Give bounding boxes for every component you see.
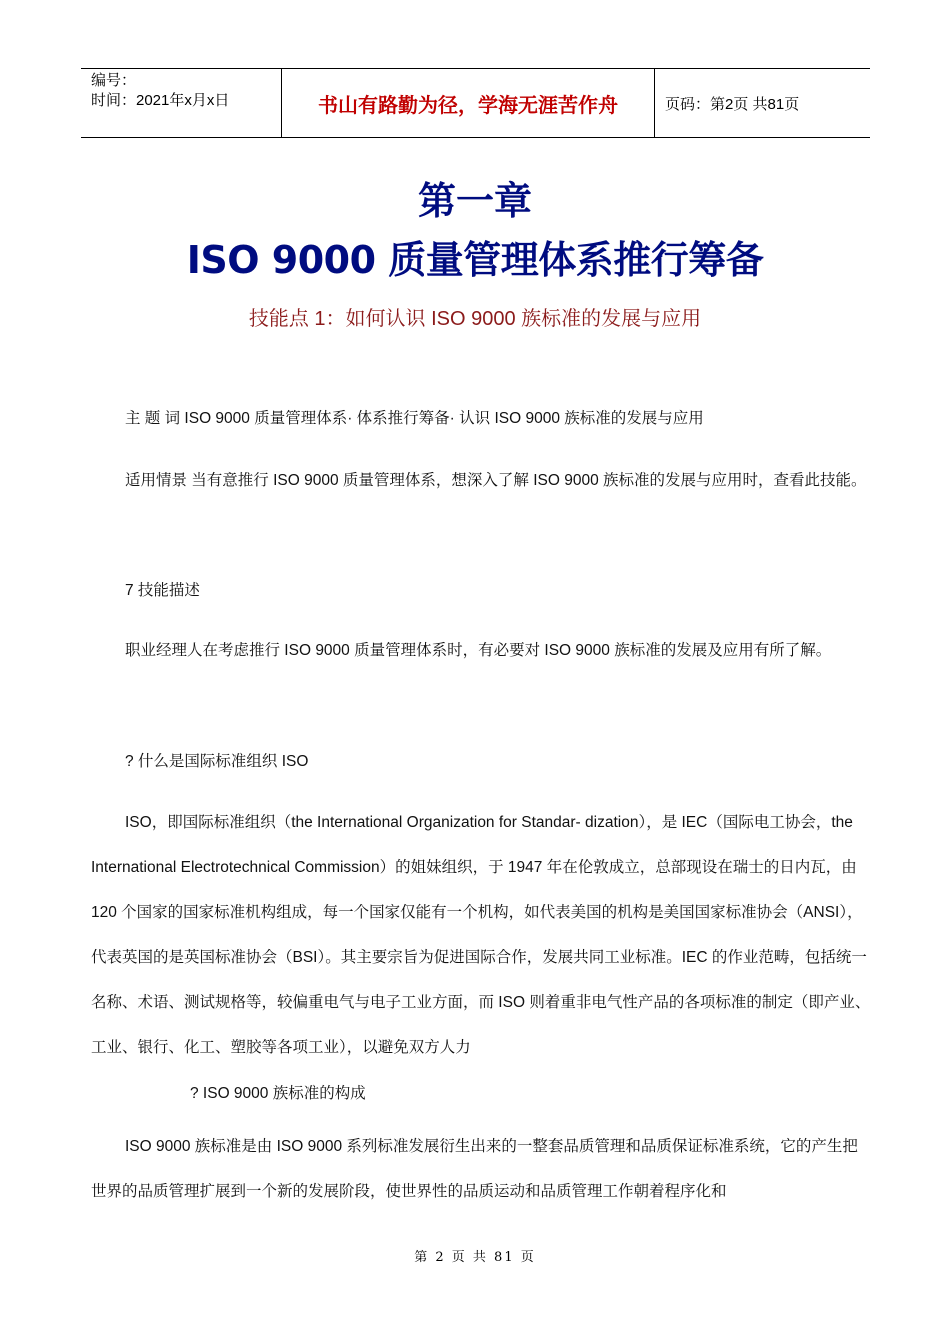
header-motto: 书山有路勤为径，学海无涯苦作舟 — [318, 92, 618, 117]
document-header — [81, 68, 870, 138]
time-label: 时间：2021年x月x日 — [91, 92, 230, 109]
number-label: 编号： — [91, 72, 137, 89]
question-composition-heading: ? ISO 9000 族标准的构成 — [190, 1085, 366, 1102]
header-meta — [81, 69, 281, 137]
main-title: ISO 9000 质量管理体系推行筹备 — [186, 238, 764, 282]
chapter-title: 第一章 — [417, 178, 532, 223]
keywords-line: 主 题 词 ISO 9000 质量管理体系· 体系推行筹备· 认识 ISO 9000 族标准的发展与应用 — [125, 410, 704, 427]
iso-paragraph: ISO，即国际标准组织（the International Organization for Standar- dization），是 IEC（国际电工协会，the International Electrotechnical Commission）的姐妹组织，于 1947 年在伦敦成立，总部现设在瑞士的日内瓦，由 120 个国家的国家标准机构组成，每一个国家仅能有一个机构，如代表美国的机构是美国国家标准协会（ANSI），代表英国的是英国标准协会（BSI）。其主要宗旨为促进国际合作，发展共同工业标准。IEC 的作业范畴，包括统一名称、术语、测试规格等，较偏重电气与电子工业方面，而 ISO 则着重非电气性产品的各项标准的制定（即产业、工业、银行、化工、塑胶等各项工业），以避免双方人力 — [91, 814, 871, 1056]
composition-paragraph: ISO 9000 族标准是由 ISO 9000 系列标准发展衍生出来的一整套品质管理和品质保证标准系统，它的产生把世界的品质管理扩展到一个新的发展阶段，使世界性的品质运动和品质管理工作朝着程序化和 — [91, 1138, 858, 1200]
scenario-paragraph: 适用情景 当有意推行 ISO 9000 质量管理体系，想深入了解 ISO 9000 族标准的发展与应用时，查看此技能。 — [125, 472, 867, 489]
skill-subtitle: 技能点 1：如何认识 ISO 9000 族标准的发展与应用 — [248, 308, 702, 330]
skill-heading: 7 技能描述 — [125, 582, 200, 599]
page-footer: 第 2 页 共 81 页 — [414, 1250, 536, 1265]
header-motto-cell — [281, 69, 655, 137]
question-iso-heading: ? 什么是国际标准组织 ISO — [125, 753, 309, 770]
intro-paragraph: 职业经理人在考虑推行 ISO 9000 质量管理体系时，有必要对 ISO 9000 族标准的发展及应用有所了解。 — [125, 642, 832, 659]
header-page-info: 页码：第2页 共81页 — [665, 95, 800, 113]
